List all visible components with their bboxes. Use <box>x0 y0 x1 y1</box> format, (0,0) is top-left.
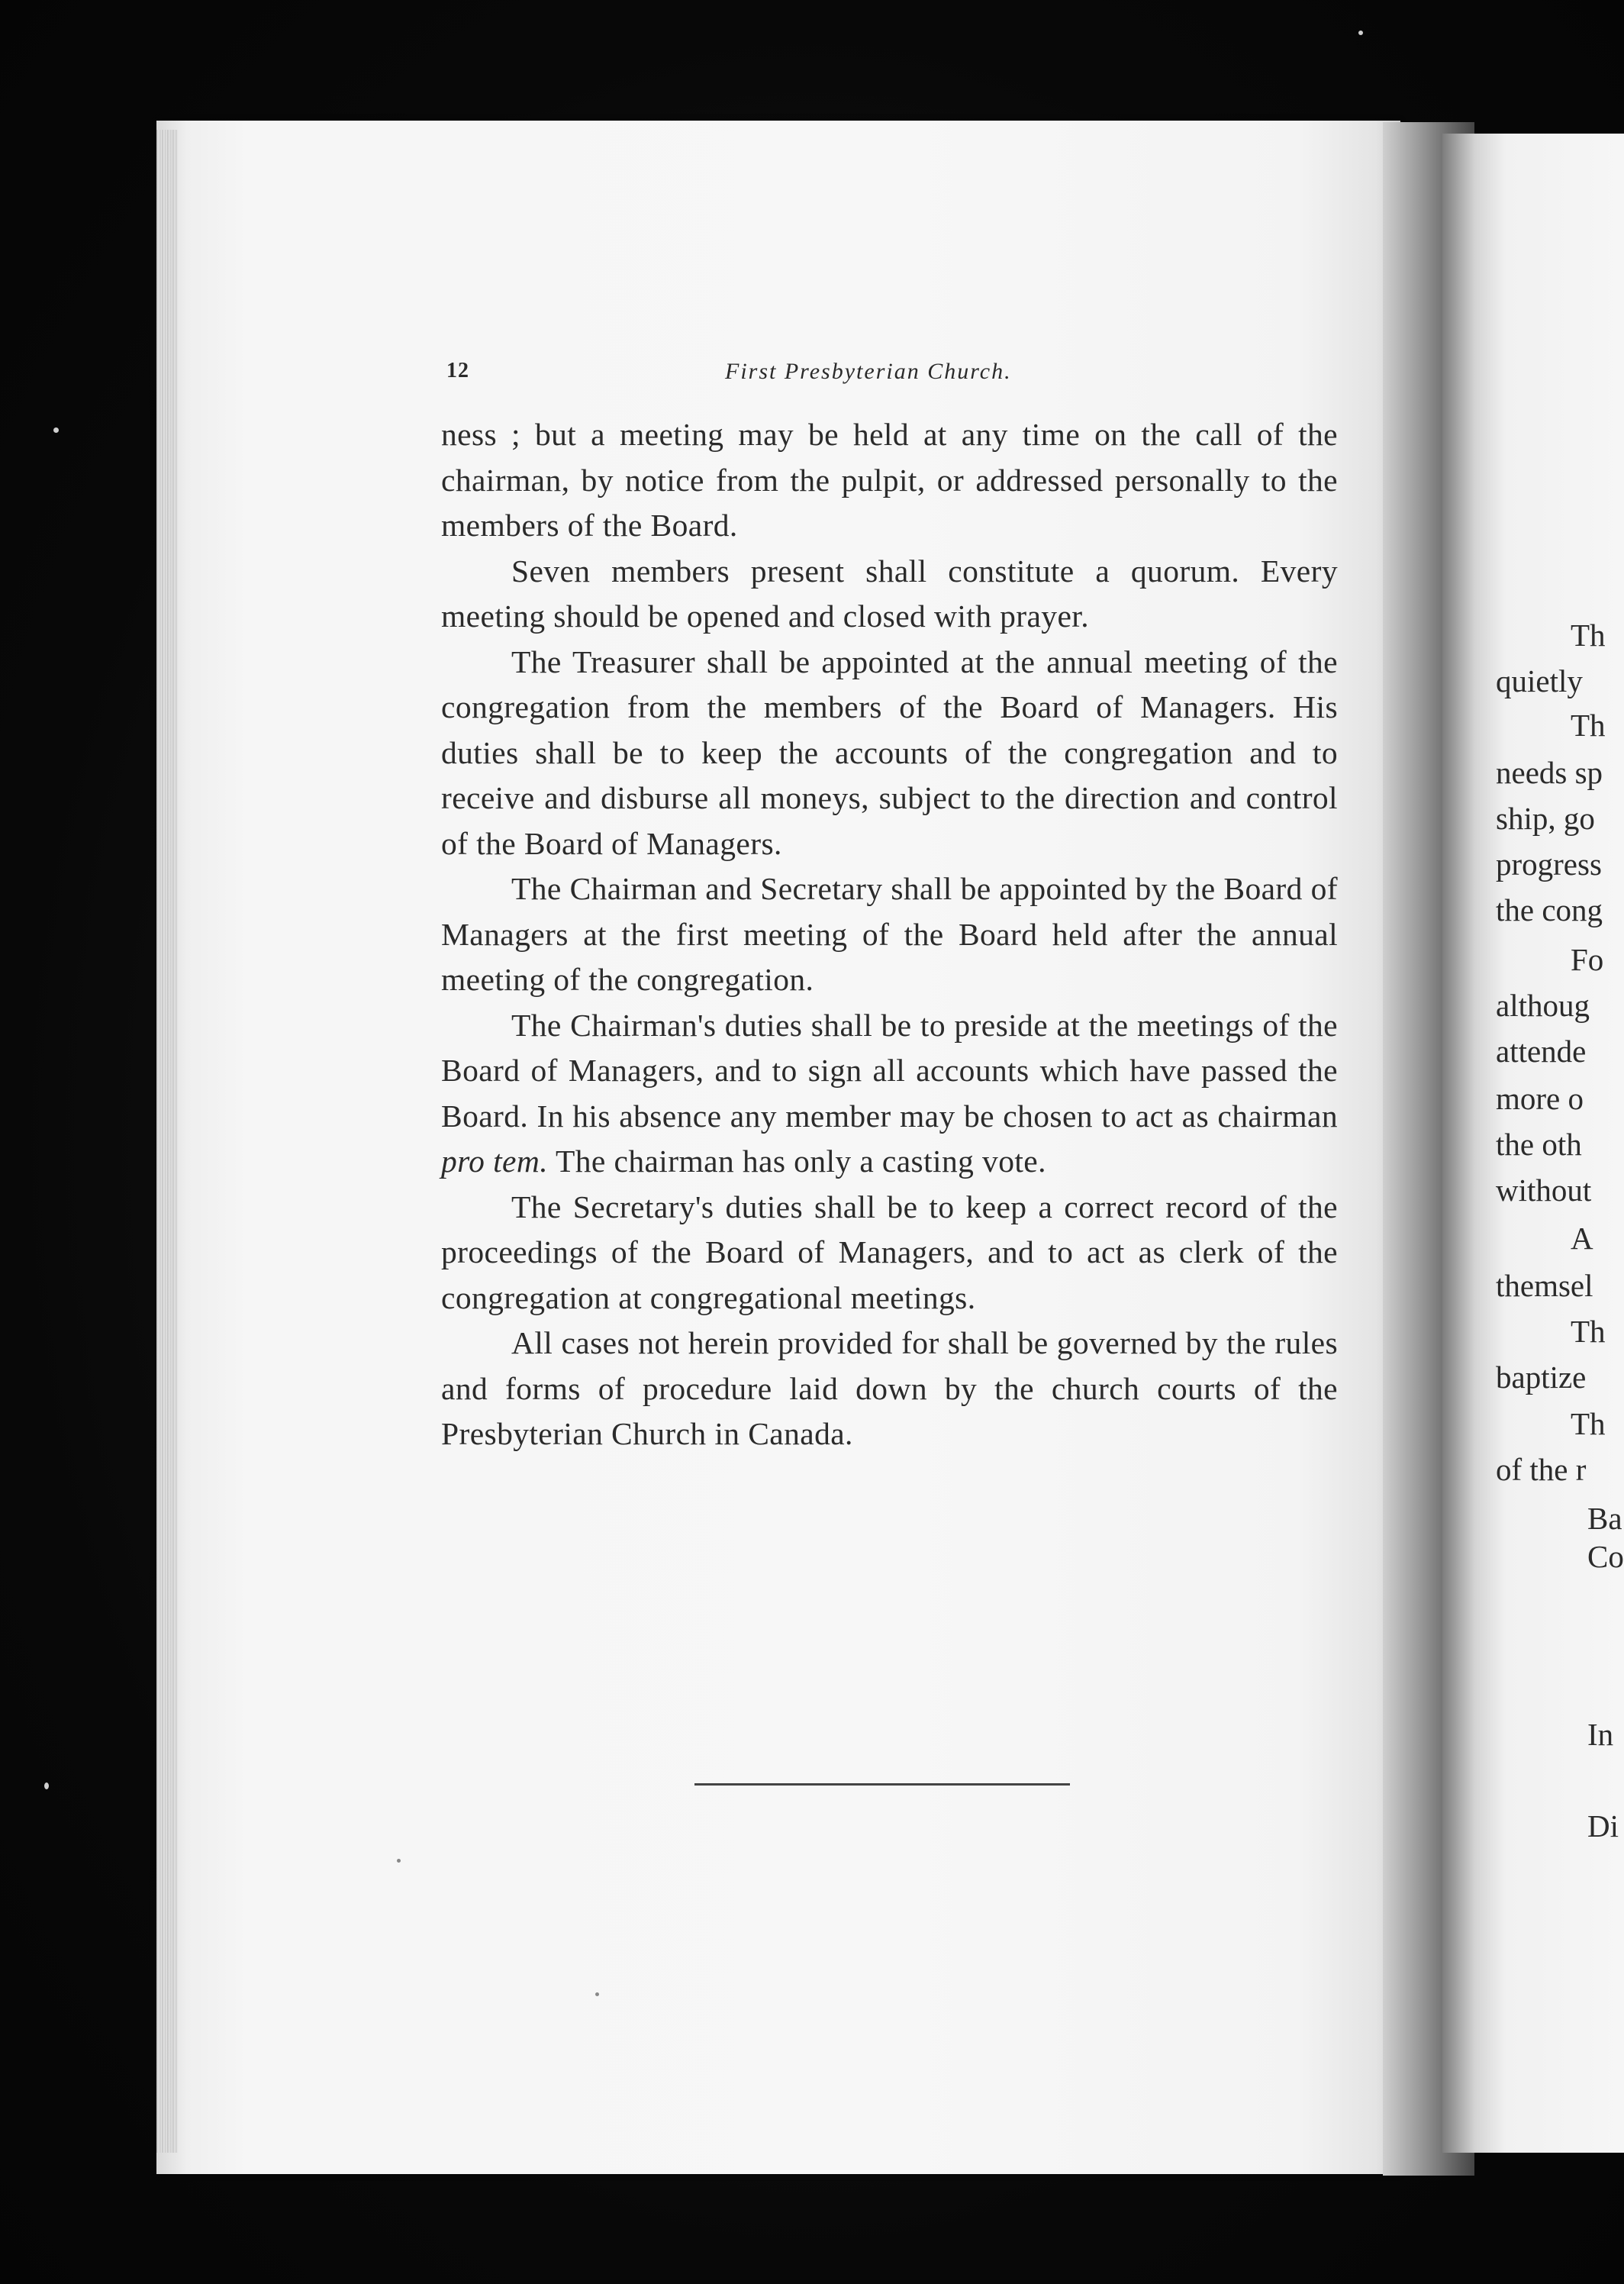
right-page-line: Co <box>1587 1539 1624 1574</box>
right-page-line: quietly <box>1496 663 1583 698</box>
right-page-line: Di <box>1587 1808 1619 1844</box>
right-page-line: needs sp <box>1496 755 1603 790</box>
right-page-line: Fo <box>1571 942 1604 977</box>
right-page-line: Th <box>1571 1406 1606 1441</box>
running-title: First Presbyterian Church. <box>725 359 1012 384</box>
right-page-line: more o <box>1496 1081 1584 1116</box>
right-page-line: Th <box>1571 708 1606 743</box>
page-number: 12 <box>446 359 469 382</box>
right-page-line: althoug <box>1496 988 1590 1023</box>
right-page-line: attende <box>1496 1034 1587 1069</box>
body-text <box>441 412 1338 1457</box>
dust-speck <box>397 1859 401 1863</box>
dust-speck <box>1358 31 1363 35</box>
right-page-line: without <box>1496 1173 1592 1208</box>
paragraph: ness ; but a meeting may be held at any time on the call of the chairman, by notice from the pulpit, or addressed personally to the members of the Board. <box>441 417 1338 543</box>
right-page-line: baptize <box>1496 1360 1587 1395</box>
section-rule <box>694 1783 1070 1786</box>
dust-speck <box>44 1782 49 1789</box>
right-page-line: themsel <box>1496 1268 1593 1303</box>
paragraph: The Chairman and Secretary shall be appointed by the Board of Managers at the first meeting of the Board held after the annual meeting of the congregation. <box>441 871 1338 997</box>
dust-speck <box>53 427 59 433</box>
right-page-line: A <box>1571 1221 1593 1256</box>
paragraph-text: The chairman has only a casting vote. <box>556 1144 1046 1179</box>
right-page-line: In <box>1587 1717 1614 1752</box>
paragraph: Seven members present shall constitute a quorum. Every meeting should be opened and closed with prayer. <box>441 553 1338 634</box>
paragraph: All cases not herein provided for shall be governed by the rules and forms of procedure laid down by the church courts of the Presbyterian Church in Canada. <box>441 1325 1338 1451</box>
right-page-line: Th <box>1571 1314 1606 1349</box>
italic-phrase: pro tem. <box>441 1144 548 1179</box>
right-page-line: the oth <box>1496 1127 1582 1162</box>
right-page-line: the cong <box>1496 892 1603 927</box>
paragraph-chairman <box>441 1003 1338 1185</box>
right-page-line: Ba <box>1587 1501 1622 1536</box>
paragraph: The Secretary's duties shall be to keep a correct record of the proceedings of the Board of Managers, and to act as clerk of the congregation at congregational meetings. <box>441 1189 1338 1315</box>
paragraph-text: The Chairman's duties shall be to preside at the meetings of the Board of Managers, and to sign all accounts which have passed the Board. In his absence any member may be chosen to act as chairman <box>441 1007 1338 1134</box>
dust-speck <box>595 1992 599 1996</box>
page-edges <box>156 130 178 2153</box>
right-page-text <box>1496 609 1624 1861</box>
paragraph: The Treasurer shall be appointed at the annual meeting of the congregation from the members of the Board of Managers. His duties shall be to keep the accounts of the congregation and to receive and disburse all moneys, subject to the direction and control of the Board of Managers. <box>441 644 1338 861</box>
page-header <box>446 359 1057 397</box>
right-page-line: of the r <box>1496 1452 1587 1487</box>
right-page-line: ship, go <box>1496 801 1595 836</box>
right-page-line: Th <box>1571 618 1606 653</box>
right-page-line: progress <box>1496 847 1602 882</box>
